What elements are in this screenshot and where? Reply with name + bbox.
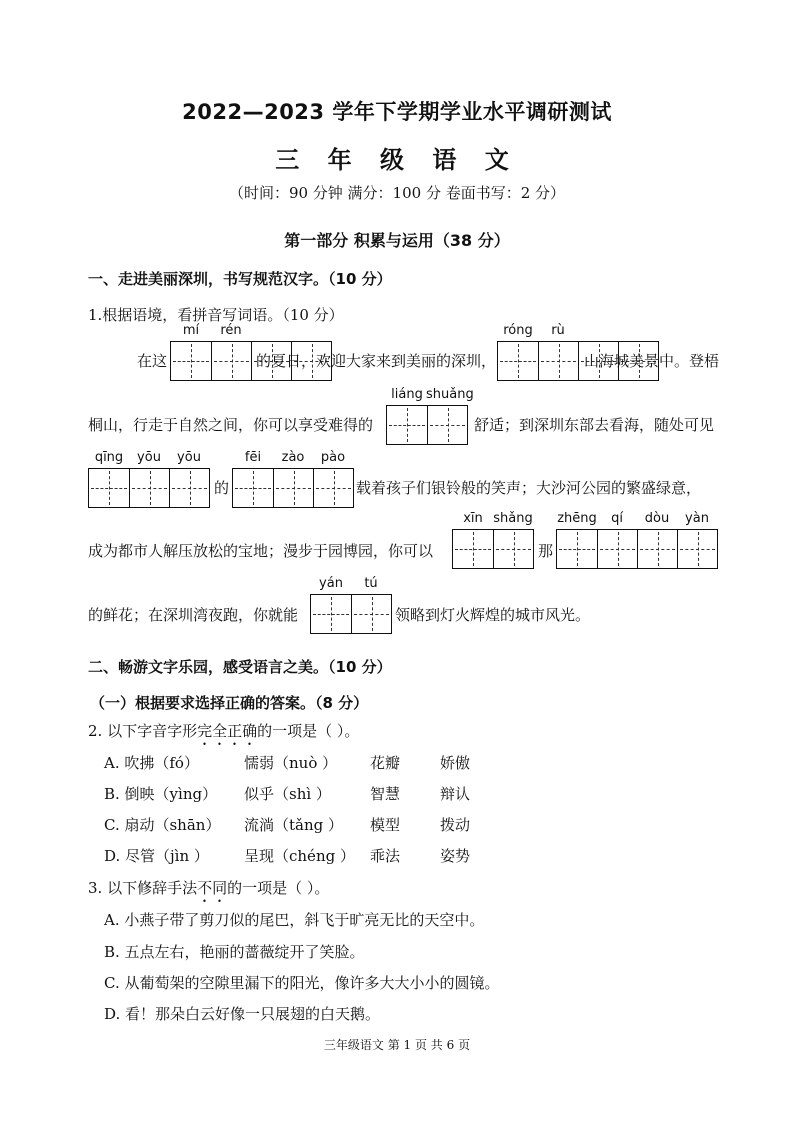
exam-info: （时间：90 分钟 满分：100 分 卷面书写：2 分） <box>228 184 566 202</box>
q3-option-c: C. 从葡萄架的空隙里漏下的阳光，像许多大大小小的圆镜。 <box>104 974 500 992</box>
exam-subtitle: 三 年 级 语 文 <box>275 146 519 174</box>
option-d-word-3: 乖法 <box>370 847 401 865</box>
pinyin: yōu <box>137 450 161 465</box>
pinyin: róng <box>503 323 533 338</box>
pinyin: rén <box>220 323 242 338</box>
passage-text: 成为都市人解压放松的宝地；漫步于园博园，你可以 <box>88 542 434 560</box>
pinyin: rù <box>551 323 565 338</box>
question-text: 的一项是（ ）。 <box>257 722 360 740</box>
writing-cell[interactable] <box>597 530 637 568</box>
writing-cell[interactable] <box>677 530 717 568</box>
passage-text: 的 <box>214 479 230 497</box>
writing-cell[interactable] <box>453 530 493 568</box>
pinyin: fēi <box>244 450 262 465</box>
pinyin: qīng <box>94 450 124 465</box>
pinyin: liáng <box>391 387 423 402</box>
option-c-word-2: 流淌（tǎng ） <box>244 816 344 834</box>
passage-text: 的鲜花；在深圳湾夜跑，你就能 <box>88 606 299 624</box>
pinyin: zào <box>281 450 305 465</box>
option-d-word-2: 呈现（chéng ） <box>244 847 355 865</box>
option-c-word-3: 模型 <box>370 816 401 834</box>
pinyin: yōu <box>177 450 201 465</box>
pinyin: qí <box>611 511 623 526</box>
q1-title: 1.根据语境，看拼音写词语。（10 分） <box>88 306 344 324</box>
writing-grid[interactable] <box>310 594 392 634</box>
question-text: 3. 以下修辞手法 <box>88 879 198 897</box>
question-text: 2. 以下字音字形 <box>88 722 198 740</box>
writing-cell[interactable] <box>427 406 467 444</box>
writing-grid[interactable] <box>386 405 468 445</box>
option-d-word-1: D. 尽管（jìn ） <box>104 847 209 865</box>
pinyin: shuǎng <box>426 387 474 402</box>
pinyin: zhēng <box>557 511 597 526</box>
option-a-word-2: 懦弱（nuò ） <box>244 754 338 772</box>
option-c-word-1: C. 扇动（shān） <box>104 816 221 834</box>
section2-title: 二、畅游文字乐园，感受语言之美。（10 分） <box>88 658 392 676</box>
writing-cell[interactable] <box>351 595 391 633</box>
writing-cell[interactable] <box>493 530 533 568</box>
subsection-title: （一）根据要求选择正确的答案。（8 分） <box>90 694 369 712</box>
passage-text: 载着孩子们银铃般的笑声；大沙河公园的繁盛绿意， <box>356 479 702 497</box>
passage-text: 舒适；到深圳东部去看海，随处可见 <box>474 416 715 434</box>
pinyin: yàn <box>685 511 709 526</box>
pinyin: yán <box>319 576 343 591</box>
writing-cell[interactable] <box>498 342 538 380</box>
writing-grid[interactable] <box>556 529 718 569</box>
passage-text: 那 <box>538 542 554 560</box>
option-a-word-1: A. 吹拂（fó） <box>104 754 199 772</box>
writing-cell[interactable] <box>273 469 313 507</box>
passage-text: 山海城美景中。登梧 <box>584 352 720 370</box>
pinyin: dòu <box>644 511 670 526</box>
option-b-word-3: 智慧 <box>370 785 401 803</box>
part1-title: 第一部分 积累与运用（38 分） <box>284 231 510 250</box>
section1-title: 一、走进美丽深圳，书写规范汉字。（10 分） <box>88 270 392 288</box>
option-b-word-4: 辩认 <box>440 785 471 803</box>
pinyin: xīn <box>463 511 483 526</box>
option-c-word-4: 拨动 <box>440 816 471 834</box>
question-text: 的一项是（ ）。 <box>227 879 330 897</box>
writing-cell[interactable] <box>233 469 273 507</box>
writing-grid[interactable] <box>88 468 210 508</box>
passage-text: 在这 <box>137 352 168 370</box>
pinyin: pào <box>320 450 346 465</box>
pinyin: shǎng <box>493 511 533 526</box>
exam-title: 2022—2023 学年下学期学业水平调研测试 <box>182 100 612 124</box>
writing-cell[interactable] <box>311 595 351 633</box>
option-b-word-2: 似乎（shì ） <box>244 785 331 803</box>
writing-cell[interactable] <box>557 530 597 568</box>
question-3 <box>88 877 329 906</box>
writing-cell[interactable] <box>89 469 129 507</box>
passage-text: 桐山，行走于自然之间，你可以享受难得的 <box>88 416 374 434</box>
writing-cell[interactable] <box>211 342 251 380</box>
pinyin: tú <box>364 576 378 591</box>
q3-option-a: A. 小燕子带了剪刀似的尾巴，斜飞于旷亮无比的天空中。 <box>104 911 485 929</box>
writing-cell[interactable] <box>169 469 209 507</box>
passage-text: 的夏日，欢迎大家来到美丽的深圳， <box>256 352 497 370</box>
option-a-word-3: 花瓣 <box>370 754 401 772</box>
option-a-word-4: 娇傲 <box>440 754 471 772</box>
writing-grid[interactable] <box>452 529 534 569</box>
option-d-word-4: 姿势 <box>440 847 471 865</box>
q3-option-d: D. 看！那朵白云好像一只展翅的白天鹅。 <box>104 1005 381 1023</box>
emphasized-text: 不同 <box>197 879 228 897</box>
question-2 <box>88 720 359 749</box>
writing-cell[interactable] <box>387 406 427 444</box>
pinyin: mí <box>182 323 200 338</box>
option-b-word-1: B. 倒映（yìng） <box>104 785 218 803</box>
writing-cell[interactable] <box>313 469 353 507</box>
writing-cell[interactable] <box>538 342 578 380</box>
page-footer: 三年级语文 第 1 页 共 6 页 <box>323 1038 471 1052</box>
emphasized-text: 完全正确 <box>197 722 258 740</box>
writing-cell[interactable] <box>129 469 169 507</box>
writing-cell[interactable] <box>171 342 211 380</box>
writing-grid[interactable] <box>232 468 354 508</box>
passage-text: 领略到灯火辉煌的城市风光。 <box>395 606 591 624</box>
q3-option-b: B. 五点左右，艳丽的蔷薇绽开了笑脸。 <box>104 943 365 961</box>
writing-cell[interactable] <box>637 530 677 568</box>
